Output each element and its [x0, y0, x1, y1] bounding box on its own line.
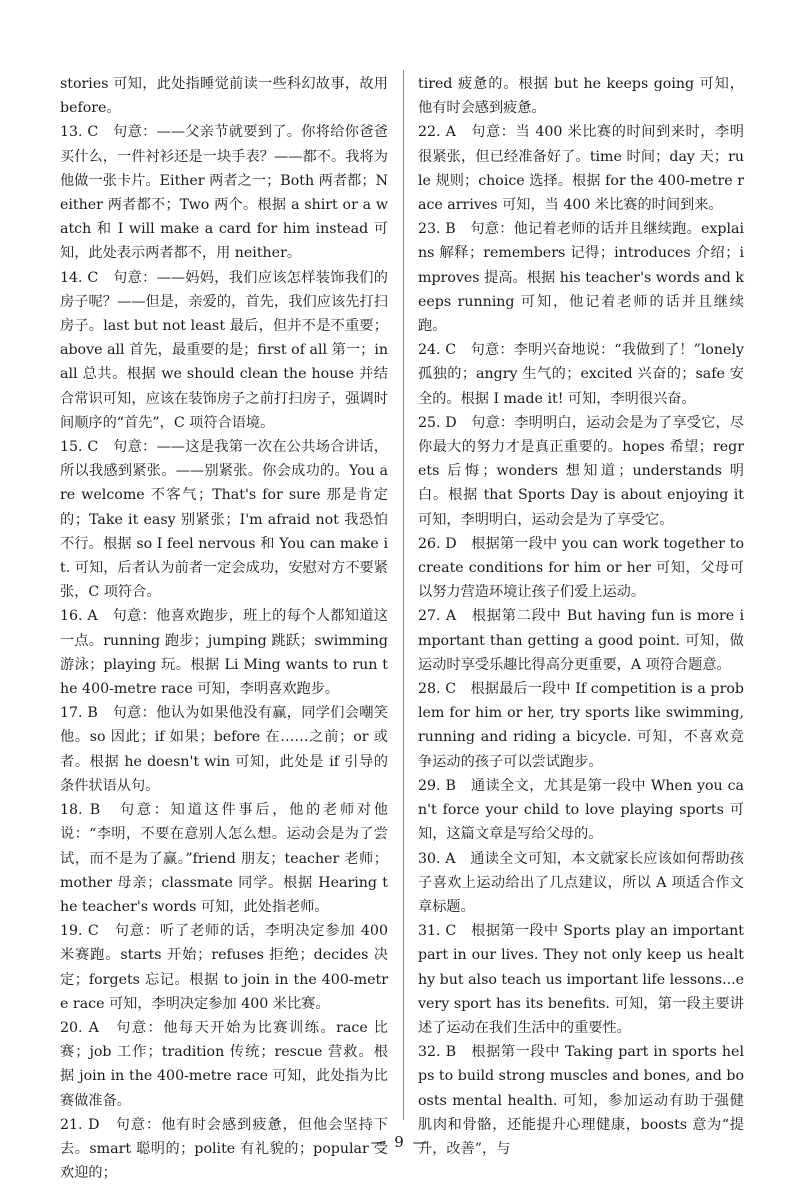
answer-item: 27. A 根据第二段中 But having fun is more important than getting a good point. 可知，做运动时享受乐趣比得高分更重要，A 项符合题意。	[418, 608, 744, 673]
answer-item: 18. B 句意：知道这件事后，他的老师对他说：“李明，不要在意别人怎么想。运动会是为了尝试，而不是为了赢。”friend 朋友；teacher 老师；mother 母亲；classmate 同学。根据 Hearing the teacher's words 可知，此处指老师。	[60, 802, 388, 915]
answer-item: 32. B 根据第一段中 Taking part in sports helps to build strong muscles and bones, and boosts mental health. 可知，参加运动有助于强健肌肉和骨骼，还能提升心理健康，boosts 意为“提升，改善”，与	[418, 1044, 744, 1157]
page-number: — 9 —	[370, 1133, 430, 1151]
left-column	[60, 72, 388, 1185]
answer-item: 23. B 句意：他记着老师的话并且继续跑。explains 解释；remembers 记得；introduces 介绍；improves 提高。根据 his teacher's words and keeps running 可知，他记着老师的话并且继续跑。	[418, 221, 744, 335]
answer-item: 15. C 句意：——这是我第一次在公共场合讲话，所以我感到紧张。——别紧张。你会成功的。You are welcome 不客气；That's for sure 那是肯定的；Take it easy 别紧张；I'm afraid not 我恐怕不行。根据 so I feel nervous 和 You can make it. 可知，后者认为前者一定会成功，安慰对方不要紧张，C 项符合。	[60, 439, 388, 601]
column-divider	[403, 70, 404, 1120]
answer-item: 19. C 句意：听了老师的话，李明决定参加 400 米赛跑。starts 开始；refuses 拒绝；decides 决定；forgets 忘记。根据 to join in the 400-metre race 可知，李明决定参加 400 米比赛。	[60, 923, 388, 1012]
answer-item: 29. B 通读全文，尤其是第一段中 When you can't force your child to love playing sports 可知，这篇文章是写给父母的。	[418, 777, 744, 843]
answer-item: 17. B 句意：他认为如果他没有赢，同学们会嘲笑他。so 因此；if 如果；before 在……之前；or 或者。根据 he doesn't win 可知，此处是 if 引导的条件状语从句。	[60, 705, 388, 794]
answer-item: 14. C 句意：——妈妈，我们应该怎样装饰我们的房子呢？——但是，亲爱的，首先，我们应该先打扫房子。last but not least 最后，但并不是不重要；above all 首先，最重要的是；first of all 第一；in all 总共。根据 we should clean the house 并结合常识可知，应该在装饰房子之前打扫房子，强调时间顺序的“首先”，C 项符合语境。	[60, 269, 388, 431]
answer-item: 24. C 句意：李明兴奋地说：“我做到了！”lonely 孤独的；angry 生气的；excited 兴奋的；safe 安全的。根据 I made it! 可知，李明很兴奋。	[418, 342, 744, 407]
answer-item: 13. C 句意：——父亲节就要到了。你将给你爸爸买什么，一件衬衫还是一块手表？——都不。我将为他做一张卡片。Either 两者之一；Both 两者都；Neither 两者都不；Two 两个。根据 a shirt or a watch 和 I will make a card for him instead 可知，此处表示两者都不，用 neither。	[60, 124, 388, 262]
right-column	[418, 72, 744, 1161]
left-continuation: stories 可知，此处指睡觉前读一些科幻故事，故用 before。	[60, 76, 388, 117]
answer-item: 28. C 根据最后一段中 If competition is a problem for him or her, try sports like swimming, running and riding a bicycle. 可知，不喜欢竞争运动的孩子可以尝试跑步。	[418, 681, 744, 770]
answer-item: 31. C 根据第一段中 Sports play an important part in our lives. They not only keep us healthy but also teach us important life lessons...every sport has its benefits. 可知，第一段主要讲述了运动在我们生活中的重要性。	[418, 923, 745, 1036]
answer-item: 20. A 句意：他每天开始为比赛训练。race 比赛；job 工作；tradition 传统；rescue 营救。根据 join in the 400-metre race 可知，此处指为比赛做准备。	[60, 1019, 388, 1109]
answer-item: 16. A 句意：他喜欢跑步，班上的每个人都知道这一点。running 跑步；jumping 跳跃；swimming 游泳；playing 玩。根据 Li Ming wants to run the 400-metre race 可知，李明喜欢跑步。	[60, 608, 388, 698]
answer-item: 25. D 句意：李明明白，运动会是为了享受它，尽你最大的努力才是真正重要的。hopes 希望；regrets 后悔；wonders 想知道；understands 明白。根据 that Sports Day is about enjoying it 可知，李明明白，运动会是为了享受它。	[418, 414, 744, 528]
answer-item: 26. D 根据第一段中 you can work together to create conditions for him or her 可知，父母可以努力营造环境让孩子们爱上运动。	[418, 535, 744, 601]
right-continuation: tired 疲惫的。根据 but he keeps going 可知，他有时会感到疲惫。	[418, 76, 744, 117]
answer-item: 21. D 句意：他有时会感到疲惫，但他会坚持下去。smart 聪明的；polite 有礼貌的；popular 受欢迎的；	[60, 1116, 388, 1182]
answer-item: 30. A 通读全文可知，本文就家长应该如何帮助孩子喜欢上运动给出了几点建议，所以 A 项适合作文章标题。	[418, 850, 744, 915]
answer-item: 22. A 句意：当 400 米比赛的时间到来时，李明很紧张，但已经准备好了。time 时间；day 天；rule 规则；choice 选择。根据 for the 400-metre race arrives 可知，当 400 米比赛的时间到来。	[418, 124, 744, 214]
